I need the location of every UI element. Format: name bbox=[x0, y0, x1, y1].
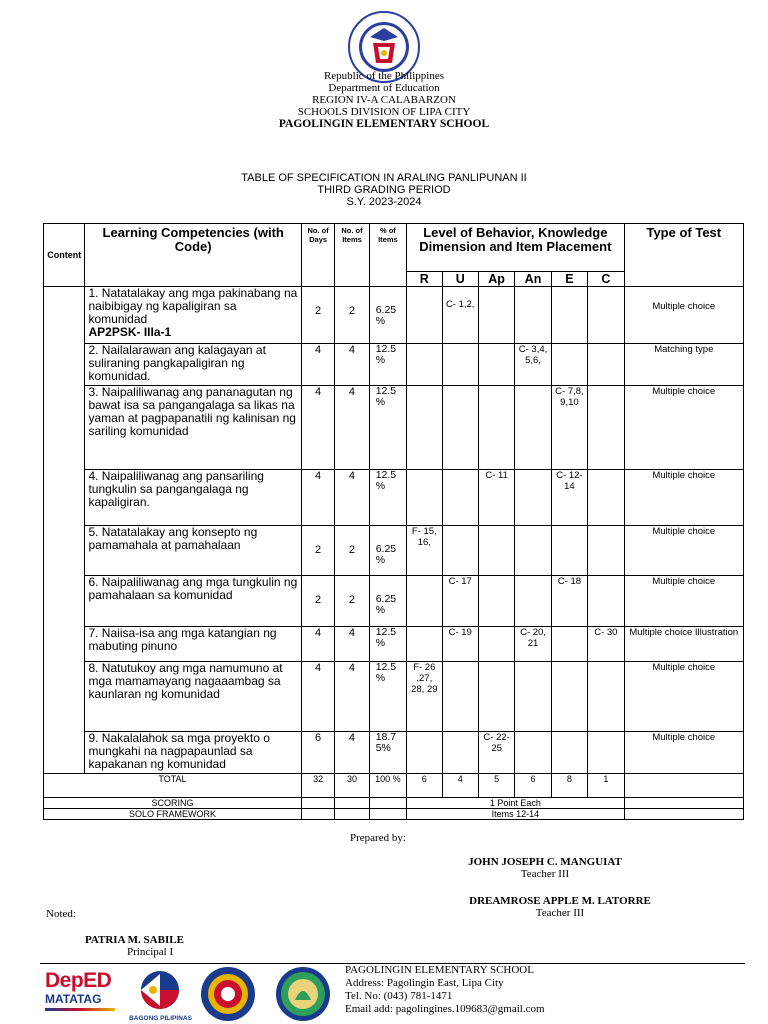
title-line-3: S.Y. 2023-2024 bbox=[346, 196, 422, 208]
content-header: Content bbox=[44, 224, 85, 287]
placement-an: C- 3,4, 5,6, bbox=[515, 344, 551, 386]
placement-an bbox=[515, 470, 551, 526]
noted-label: Noted: bbox=[46, 908, 76, 920]
table-row bbox=[44, 526, 744, 576]
placement-ap bbox=[478, 627, 514, 662]
total-label: TOTAL bbox=[44, 774, 302, 798]
footer-contact bbox=[345, 964, 545, 1016]
total-type bbox=[624, 774, 743, 798]
division-line: SCHOOLS DIVISION OF LIPA CITY bbox=[297, 106, 471, 118]
competency-cell: 8. Natutukoy ang mga namumuno at mga mamamayang nagaaambag sa kaunlaran ng komunidad bbox=[85, 662, 301, 732]
placement-ap: C- 22- 25 bbox=[478, 732, 514, 774]
preparer1-title: Teacher III bbox=[520, 868, 570, 880]
type-cell: Multiple choice bbox=[624, 386, 743, 470]
placement-e bbox=[551, 344, 587, 386]
days-cell: 4 bbox=[301, 344, 334, 386]
placement-r bbox=[407, 386, 442, 470]
days-cell: 2 bbox=[301, 287, 334, 344]
prepared-label: Prepared by: bbox=[350, 832, 406, 844]
placement-c bbox=[588, 662, 624, 732]
header-row bbox=[44, 224, 744, 272]
placement-c: C- 30 bbox=[588, 627, 624, 662]
footer-address: Address: Pagolingin East, Lipa City bbox=[345, 977, 504, 989]
items-cell: 4 bbox=[335, 662, 369, 732]
total-items: 30 bbox=[335, 774, 369, 798]
scoring-row bbox=[44, 798, 744, 809]
table-row bbox=[44, 732, 744, 774]
placement-c bbox=[588, 732, 624, 774]
noter-name: PATRIA M. SABILE bbox=[85, 934, 184, 946]
placement-c bbox=[588, 576, 624, 627]
items-cell: 4 bbox=[335, 732, 369, 774]
scoring-label: SCORING bbox=[44, 798, 302, 809]
total-e: 8 bbox=[551, 774, 587, 798]
preparer2-name: DREAMROSE APPLE M. LATORRE bbox=[469, 895, 651, 907]
placement-ap bbox=[478, 576, 514, 627]
matatag-text: MATATAG bbox=[45, 992, 102, 1006]
placement-e bbox=[551, 526, 587, 576]
placement-an: C- 20, 21 bbox=[515, 627, 551, 662]
placement-e bbox=[551, 732, 587, 774]
table-row bbox=[44, 470, 744, 526]
percent-cell: 12.5 % bbox=[369, 470, 406, 526]
preparer2-title: Teacher III bbox=[535, 907, 585, 919]
scoring-type bbox=[624, 798, 743, 809]
level-c-header: C bbox=[588, 272, 624, 287]
solo-days bbox=[301, 809, 334, 820]
placement-r bbox=[407, 344, 442, 386]
items-cell: 2 bbox=[335, 287, 369, 344]
placement-an bbox=[515, 576, 551, 627]
solo-items bbox=[335, 809, 369, 820]
noter-block bbox=[85, 934, 215, 958]
competency-cell: 4. Naipaliliwanag ang pansariling tungkulin sa pangangalaga ng kapaligiran. bbox=[85, 470, 301, 526]
competency-cell: 9. Nakalalahok sa mga proyekto o mungkahi na nagpapaunlad sa kapakanan ng komunidad bbox=[85, 732, 301, 774]
scoring-percent bbox=[369, 798, 406, 809]
footer-email: Email add: pagolingines.109683@gmail.com bbox=[345, 1003, 545, 1015]
competency-code: AP2PSK- IIIa-1 bbox=[88, 325, 172, 339]
solo-value: Items 12-14 bbox=[407, 809, 624, 820]
total-days: 32 bbox=[301, 774, 334, 798]
placement-r bbox=[407, 287, 442, 344]
percent-cell: 12.5 % bbox=[369, 386, 406, 470]
placement-an bbox=[515, 287, 551, 344]
scoring-items bbox=[335, 798, 369, 809]
total-percent: 100 % bbox=[369, 774, 406, 798]
school-seal-icon bbox=[270, 966, 336, 1022]
placement-an bbox=[515, 386, 551, 470]
percent-cell: 18.7 5% bbox=[369, 732, 406, 774]
items-cell: 2 bbox=[335, 526, 369, 576]
preparer1-block bbox=[440, 856, 650, 880]
placement-u bbox=[442, 526, 478, 576]
competency-text: 1. Natatalakay ang mga pakinabang na naibibigay ng kapaligiran sa komunidad bbox=[88, 286, 298, 326]
percent-cell: 12.5 % bbox=[369, 344, 406, 386]
type-cell: Multiple choice bbox=[624, 662, 743, 732]
placement-u bbox=[442, 662, 478, 732]
solo-type bbox=[624, 809, 743, 820]
solo-label: SOLO FRAMEWORK bbox=[44, 809, 302, 820]
total-row bbox=[44, 774, 744, 798]
placement-c bbox=[588, 470, 624, 526]
placement-ap bbox=[478, 386, 514, 470]
placement-r bbox=[407, 470, 442, 526]
type-cell: Multiple choice bbox=[624, 526, 743, 576]
days-header: No. of Days bbox=[301, 224, 334, 287]
placement-an bbox=[515, 662, 551, 732]
placement-r bbox=[407, 732, 442, 774]
region-line: REGION IV-A CALABARZON bbox=[312, 94, 456, 106]
content-cell bbox=[44, 287, 85, 774]
level-ap-header: Ap bbox=[478, 272, 514, 287]
type-cell: Matching type bbox=[624, 344, 743, 386]
footer-tel: Tel. No: (043) 781-1471 bbox=[345, 990, 453, 1002]
placement-r: F- 26 ,27, 28, 29 bbox=[407, 662, 442, 732]
table-row bbox=[44, 576, 744, 627]
title-line-1: TABLE OF SPECIFICATION IN ARALING PANLIPUNAN II bbox=[241, 172, 527, 184]
placement-e bbox=[551, 287, 587, 344]
table-row bbox=[44, 386, 744, 470]
placement-u: C- 19 bbox=[442, 627, 478, 662]
percent-cell: 6.25 % bbox=[369, 576, 406, 627]
placement-u bbox=[442, 386, 478, 470]
days-cell: 6 bbox=[301, 732, 334, 774]
percent-header: % of Items bbox=[369, 224, 406, 287]
placement-ap bbox=[478, 344, 514, 386]
table-row bbox=[44, 287, 744, 344]
placement-c bbox=[588, 386, 624, 470]
placement-u bbox=[442, 732, 478, 774]
placement-e bbox=[551, 627, 587, 662]
competency-cell: 2. Nailalarawan ang kalagayan at suliraning pangkapaligiran ng komunidad. bbox=[85, 344, 301, 386]
document-title bbox=[0, 172, 768, 208]
items-cell: 4 bbox=[335, 386, 369, 470]
total-ap: 5 bbox=[478, 774, 514, 798]
competency-cell: 7. Naiisa-isa ang mga katangian ng mabuting pinuno bbox=[85, 627, 301, 662]
noter-title: Principal I bbox=[127, 946, 174, 958]
table-row bbox=[44, 627, 744, 662]
type-cell: Multiple choice Illustration bbox=[624, 627, 743, 662]
bagong-text: BAGONG PILIPINAS bbox=[129, 1015, 192, 1022]
level-r-header: R bbox=[407, 272, 442, 287]
preparer1-name: JOHN JOSEPH C. MANGUIAT bbox=[468, 856, 622, 868]
competency-cell bbox=[85, 287, 301, 344]
competency-cell: 3. Naipaliliwanag ang pananagutan ng bawat isa sa pangangalaga sa likas na yaman at pagpapanatili ng kalinisan ng sariling komunidad bbox=[85, 386, 301, 470]
placement-u bbox=[442, 470, 478, 526]
level-header: Level of Behavior, Knowledge Dimension and Item Placement bbox=[407, 224, 624, 272]
total-r: 6 bbox=[407, 774, 442, 798]
placement-ap bbox=[478, 662, 514, 732]
items-cell: 2 bbox=[335, 576, 369, 627]
letterhead bbox=[0, 70, 768, 130]
republic-line: Republic of the Philippines bbox=[323, 70, 445, 82]
placement-e bbox=[551, 662, 587, 732]
placement-r bbox=[407, 576, 442, 627]
placement-c bbox=[588, 344, 624, 386]
preparer2-block bbox=[440, 895, 680, 919]
type-cell: Multiple choice bbox=[624, 287, 743, 344]
type-cell: Multiple choice bbox=[624, 576, 743, 627]
days-cell: 2 bbox=[301, 576, 334, 627]
total-an: 6 bbox=[515, 774, 551, 798]
placement-r: F- 15, 16, bbox=[407, 526, 442, 576]
department-line: Department of Education bbox=[328, 82, 440, 94]
items-cell: 4 bbox=[335, 344, 369, 386]
days-cell: 4 bbox=[301, 470, 334, 526]
total-c: 1 bbox=[588, 774, 624, 798]
placement-ap bbox=[478, 287, 514, 344]
days-cell: 4 bbox=[301, 386, 334, 470]
philippine-flag-icon bbox=[133, 970, 187, 1010]
deped-matatag-logo bbox=[45, 970, 125, 1022]
placement-e: C- 12- 14 bbox=[551, 470, 587, 526]
competency-cell: 6. Naipaliliwanag ang mga tungkulin ng pamahalaan sa komunidad bbox=[85, 576, 301, 627]
items-cell: 4 bbox=[335, 470, 369, 526]
placement-e: C- 18 bbox=[551, 576, 587, 627]
solo-row bbox=[44, 809, 744, 820]
scoring-value: 1 Point Each bbox=[407, 798, 624, 809]
percent-cell: 12.5 % bbox=[369, 662, 406, 732]
items-cell: 4 bbox=[335, 627, 369, 662]
placement-an bbox=[515, 732, 551, 774]
placement-an bbox=[515, 526, 551, 576]
total-u: 4 bbox=[442, 774, 478, 798]
days-cell: 2 bbox=[301, 526, 334, 576]
days-cell: 4 bbox=[301, 662, 334, 732]
title-line-2: THIRD GRADING PERIOD bbox=[317, 184, 451, 196]
placement-ap bbox=[478, 526, 514, 576]
scoring-days bbox=[301, 798, 334, 809]
percent-cell: 6.25 % bbox=[369, 526, 406, 576]
placement-u: C- 1,2, bbox=[442, 287, 478, 344]
placement-e: C- 7,8, 9,10 bbox=[551, 386, 587, 470]
matatag-stripe bbox=[45, 1008, 115, 1011]
specification-table bbox=[43, 223, 744, 820]
level-e-header: E bbox=[551, 272, 587, 287]
school-name: PAGOLINGIN ELEMENTARY SCHOOL bbox=[278, 118, 490, 130]
percent-cell: 12.5 % bbox=[369, 627, 406, 662]
days-cell: 4 bbox=[301, 627, 334, 662]
placement-c bbox=[588, 287, 624, 344]
solo-percent bbox=[369, 809, 406, 820]
placement-r bbox=[407, 627, 442, 662]
type-cell: Multiple choice bbox=[624, 732, 743, 774]
placement-c bbox=[588, 526, 624, 576]
placement-ap: C- 11 bbox=[478, 470, 514, 526]
competency-cell: 5. Natatalakay ang konsepto ng pamamahala at pamahalaan bbox=[85, 526, 301, 576]
type-header: Type of Test bbox=[624, 224, 743, 287]
competencies-header: Learning Competencies (with Code) bbox=[85, 224, 301, 287]
level-an-header: An bbox=[515, 272, 551, 287]
level-u-header: U bbox=[442, 272, 478, 287]
items-header: No. of Items bbox=[335, 224, 369, 287]
type-cell: Multiple choice bbox=[624, 470, 743, 526]
division-seal-icon bbox=[198, 966, 258, 1022]
percent-cell: 6.25 % bbox=[369, 287, 406, 344]
table-row bbox=[44, 344, 744, 386]
deped-logo-text: DepED bbox=[45, 969, 112, 992]
footer-school: PAGOLINGIN ELEMENTARY SCHOOL bbox=[345, 964, 534, 976]
table-row bbox=[44, 662, 744, 732]
placement-u: C- 17 bbox=[442, 576, 478, 627]
bagong-pilipinas-logo bbox=[128, 970, 193, 1022]
placement-u bbox=[442, 344, 478, 386]
